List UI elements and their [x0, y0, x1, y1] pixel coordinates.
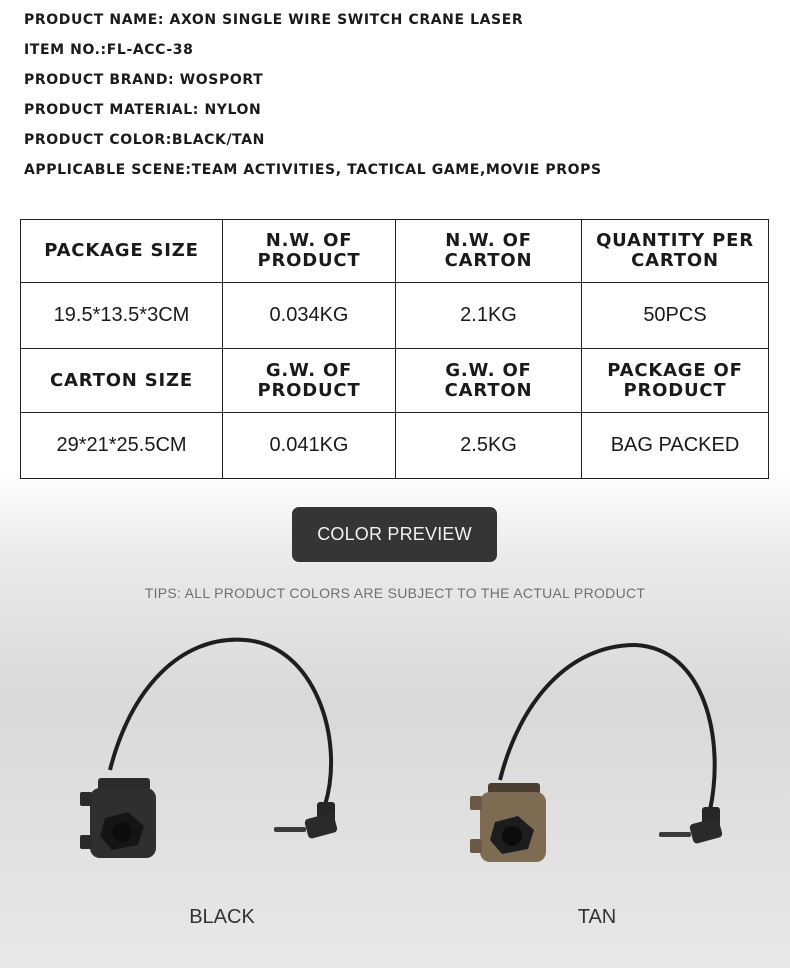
- gw-carton-header: G.W. OF CARTON: [396, 349, 582, 412]
- tan-switch-image: [455, 630, 745, 880]
- spec-value-row: [21, 283, 769, 349]
- nw-product-header: N.W. OF PRODUCT: [223, 220, 396, 283]
- product-info: [24, 10, 602, 190]
- gw-carton-value: 2.5KG: [396, 412, 582, 478]
- spec-header-row: [21, 349, 769, 412]
- spec-header-row: [21, 220, 769, 283]
- product-brand: PRODUCT BRAND: WOSPORT: [24, 72, 264, 88]
- item-number: ITEM NO.:FL-ACC-38: [24, 42, 194, 58]
- plug-connector: [659, 807, 723, 844]
- nw-carton-header: N.W. OF CARTON: [396, 220, 582, 283]
- gw-product-value: 0.041KG: [223, 412, 396, 478]
- carton-size-value: 29*21*25.5CM: [21, 412, 223, 478]
- package-size-value: 19.5*13.5*3CM: [21, 283, 223, 349]
- quantity-header: QUANTITY PER CARTON: [582, 220, 769, 283]
- spec-table: [20, 219, 769, 479]
- spec-value-row: [21, 412, 769, 478]
- switch-body: [470, 783, 546, 862]
- black-switch-image: [70, 630, 360, 880]
- product-name: PRODUCT NAME: AXON SINGLE WIRE SWITCH CRANE LASER: [24, 12, 524, 28]
- tan-variant-label: TAN: [577, 906, 617, 928]
- nw-product-value: 0.034KG: [223, 283, 396, 349]
- quantity-value: 50PCS: [582, 283, 769, 349]
- nw-carton-value: 2.1KG: [396, 283, 582, 349]
- plug-connector: [274, 802, 338, 839]
- tips-text: TIPS: ALL PRODUCT COLORS ARE SUBJECT TO THE ACTUAL PRODUCT: [144, 585, 646, 601]
- applicable-scene: APPLICABLE SCENE:TEAM ACTIVITIES, TACTICAL GAME,MOVIE PROPS: [24, 162, 602, 178]
- gw-product-header: G.W. OF PRODUCT: [223, 349, 396, 412]
- package-header: PACKAGE OF PRODUCT: [582, 349, 769, 412]
- product-material: PRODUCT MATERIAL: NYLON: [24, 102, 262, 118]
- package-size-header: PACKAGE SIZE: [21, 220, 223, 283]
- black-variant-label: BLACK: [189, 906, 255, 928]
- carton-size-header: CARTON SIZE: [21, 349, 223, 412]
- package-value: BAG PACKED: [582, 412, 769, 478]
- switch-body: [80, 778, 156, 858]
- color-preview-button[interactable]: COLOR PREVIEW: [292, 507, 497, 562]
- product-color: PRODUCT COLOR:BLACK/TAN: [24, 132, 265, 148]
